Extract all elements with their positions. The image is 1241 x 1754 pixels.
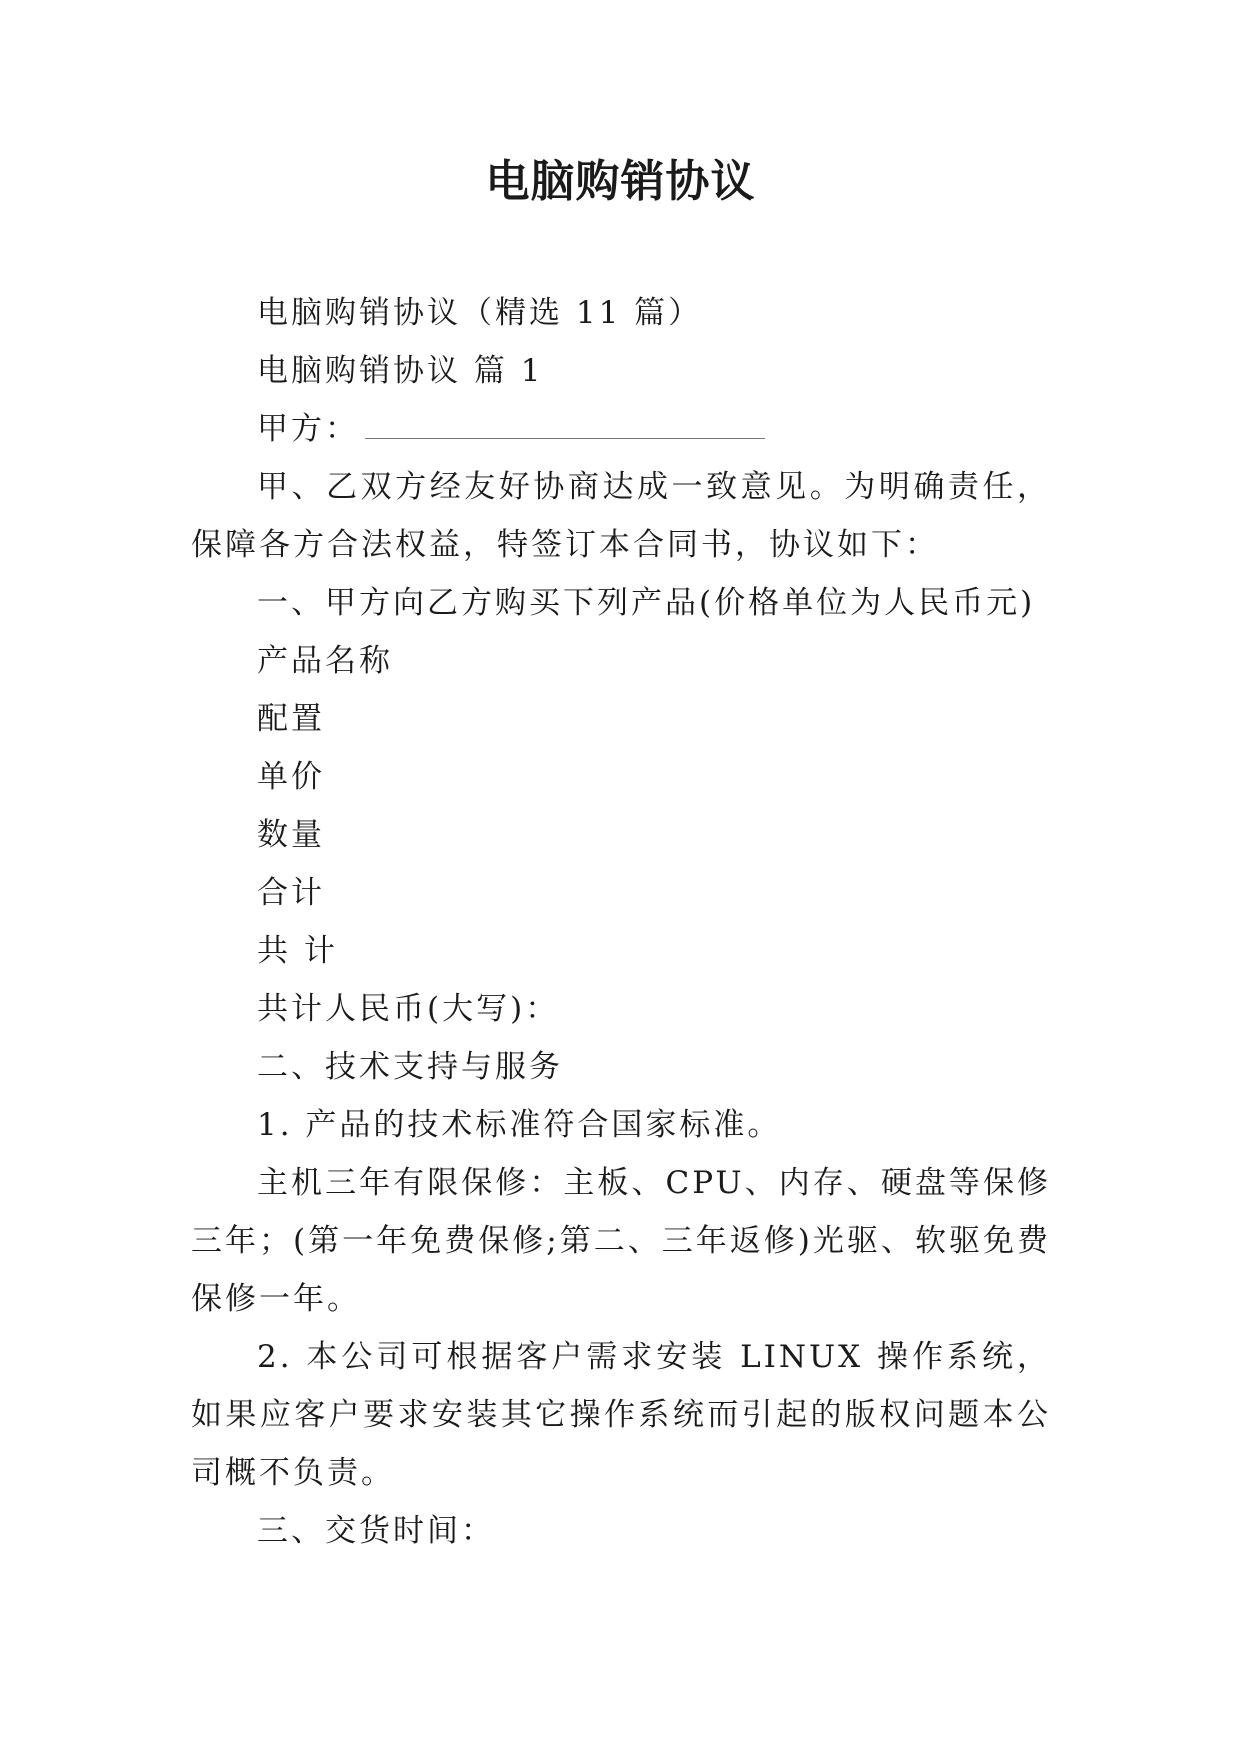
field-subtotal: 合计	[257, 875, 325, 911]
document-title: 电脑购销协议	[485, 156, 756, 207]
clause-2-heading: 二、技术支持与服务	[257, 1049, 563, 1085]
field-quantity: 数量	[257, 817, 325, 853]
section-heading: 电脑购销协议 篇 1	[257, 353, 544, 389]
clause-1-heading: 一、甲方向乙方购买下列产品(价格单位为人民币元)	[257, 585, 1036, 621]
field-total-uppercase: 共计人民币(大写)：	[257, 991, 560, 1027]
clause-2-item-2: 2. 本公司可根据客户需求安装 LINUX 操作系统，如果应客户要求安装其它操作系统而引起的版权问题本公司概不负责。	[191, 1339, 1051, 1491]
field-unit-price: 单价	[257, 759, 325, 795]
warranty-paragraph: 主机三年有限保修：主板、CPU、内存、硬盘等保修三年；(第一年免费保修;第二、三年返修)光驱、软驱免费保修一年。	[191, 1165, 1051, 1317]
document-body	[191, 284, 1051, 1560]
subtitle-paragraph: 电脑购销协议（精选 11 篇）	[257, 295, 703, 331]
clause-2-item-1: 1. 产品的技术标准符合国家标准。	[257, 1107, 782, 1143]
field-total: 共 计	[257, 933, 338, 969]
intro-paragraph: 甲、乙双方经友好协商达成一致意见。为明确责任，保障各方合法权益，特签订本合同书，协议如下：	[191, 469, 1051, 563]
clause-3-heading: 三、交货时间：	[257, 1513, 495, 1549]
field-configuration: 配置	[257, 701, 325, 737]
party-a-blank-line	[365, 408, 765, 439]
party-a-line	[191, 400, 1051, 458]
party-a-label: 甲方：	[257, 411, 359, 447]
field-product-name: 产品名称	[257, 643, 393, 679]
